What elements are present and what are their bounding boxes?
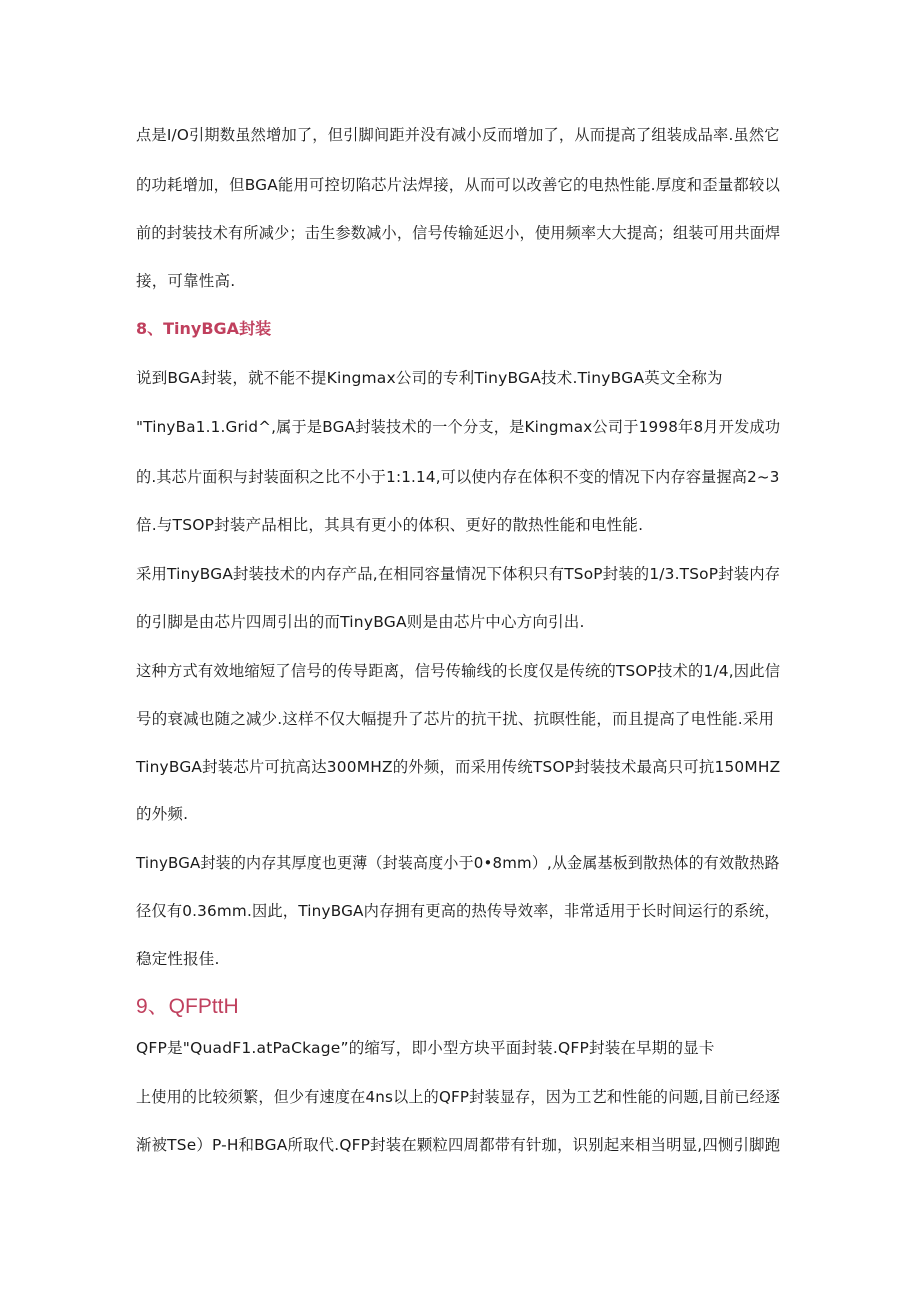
paragraph-line: 倍.与TSOP封装产品相比，其具有更小的体积、更好的散热性能和电性能. bbox=[136, 516, 644, 534]
paragraph-line: 的.其芯片面积与封装面积之比不小于1:1.14,可以使内存在体积不变的情况下内存容量握高2~3 bbox=[136, 468, 780, 486]
paragraph-line: "TinyBa1.1.Grid^,属于是BGA封装技术的一个分支，是Kingmax公司于1998年8月开发成功 bbox=[136, 418, 781, 436]
paragraph-line: 的引脚是由芯片四周引出的而TinyBGA则是由芯片中心方向引出. bbox=[136, 613, 585, 631]
paragraph-line: 点是I/O引期数虽然增加了，但引脚间距并没有减小反而增加了，从而提高了组装成品率.虽然它 bbox=[136, 126, 780, 144]
paragraph-line: TinyBGA封装的内存其厚度也更薄（封装高度小于0•8mm）,从金属基板到散热体的有效散热路 bbox=[136, 854, 780, 872]
paragraph-line: 渐被TSe）P-H和BGA所取代.QFP封装在颗粒四周都带有针珈，识别起来相当明显,四恻引脚跑 bbox=[136, 1136, 781, 1154]
paragraph-line: TinyBGA封装芯片可抗高达300MHZ的外频，而采用传统TSOP封装技术最高只可抗150MHZ bbox=[136, 758, 781, 776]
paragraph-line: 前的封装技术有所减少；击生参数减小，信号传输延迟小，使用频率大大提高；组装可用共面焊 bbox=[136, 224, 781, 242]
paragraph-line: QFP是"QuadF1.atPaCkage”的缩写，即小型方块平面封装.QFP封装在早期的显卡 bbox=[136, 1039, 715, 1057]
paragraph-line: 稳定性报佳. bbox=[136, 950, 220, 968]
paragraph-line: 的功耗增加，但BGA能用可控切陷芯片法焊接，从而可以改善它的电热性能.厚度和歪量都较以 bbox=[136, 176, 780, 194]
paragraph-line: 上使用的比较须繁，但少有速度在4ns以上的QFP封装显存，因为工艺和性能的问题,目前已经逐 bbox=[136, 1088, 781, 1106]
paragraph-line: 这种方式有效地缩短了信号的传导距离，信号传输线的长度仅是传统的TSOP技术的1/4,因此信 bbox=[136, 662, 781, 680]
paragraph-line: 径仅有0.36mm.因此，TinyBGA内存拥有更高的热传导效率，非常适用于长时间运行的系统， bbox=[136, 902, 780, 920]
paragraph-line: 的外频. bbox=[136, 805, 189, 823]
paragraph-line: 接，可靠性高. bbox=[136, 272, 236, 290]
paragraph-line: 说到BGA封装，就不能不提Kingmax公司的专利TinyBGA技术.TinyBGA英文全称为 bbox=[136, 369, 723, 387]
section-heading-9: 9、QFPttH bbox=[136, 995, 239, 1018]
paragraph-line: 采用TinyBGA封装技术的内存产品,在相同容量情况下体积只有TSoP封装的1/3.TSoP封装内存 bbox=[136, 565, 781, 583]
paragraph-line: 号的衰减也随之减少.这样不仅大幅提升了芯片的抗干扰、抗暝性能，而且提高了电性能.采用 bbox=[136, 710, 775, 728]
section-heading-8: 8、TinyBGA封装 bbox=[136, 319, 272, 338]
